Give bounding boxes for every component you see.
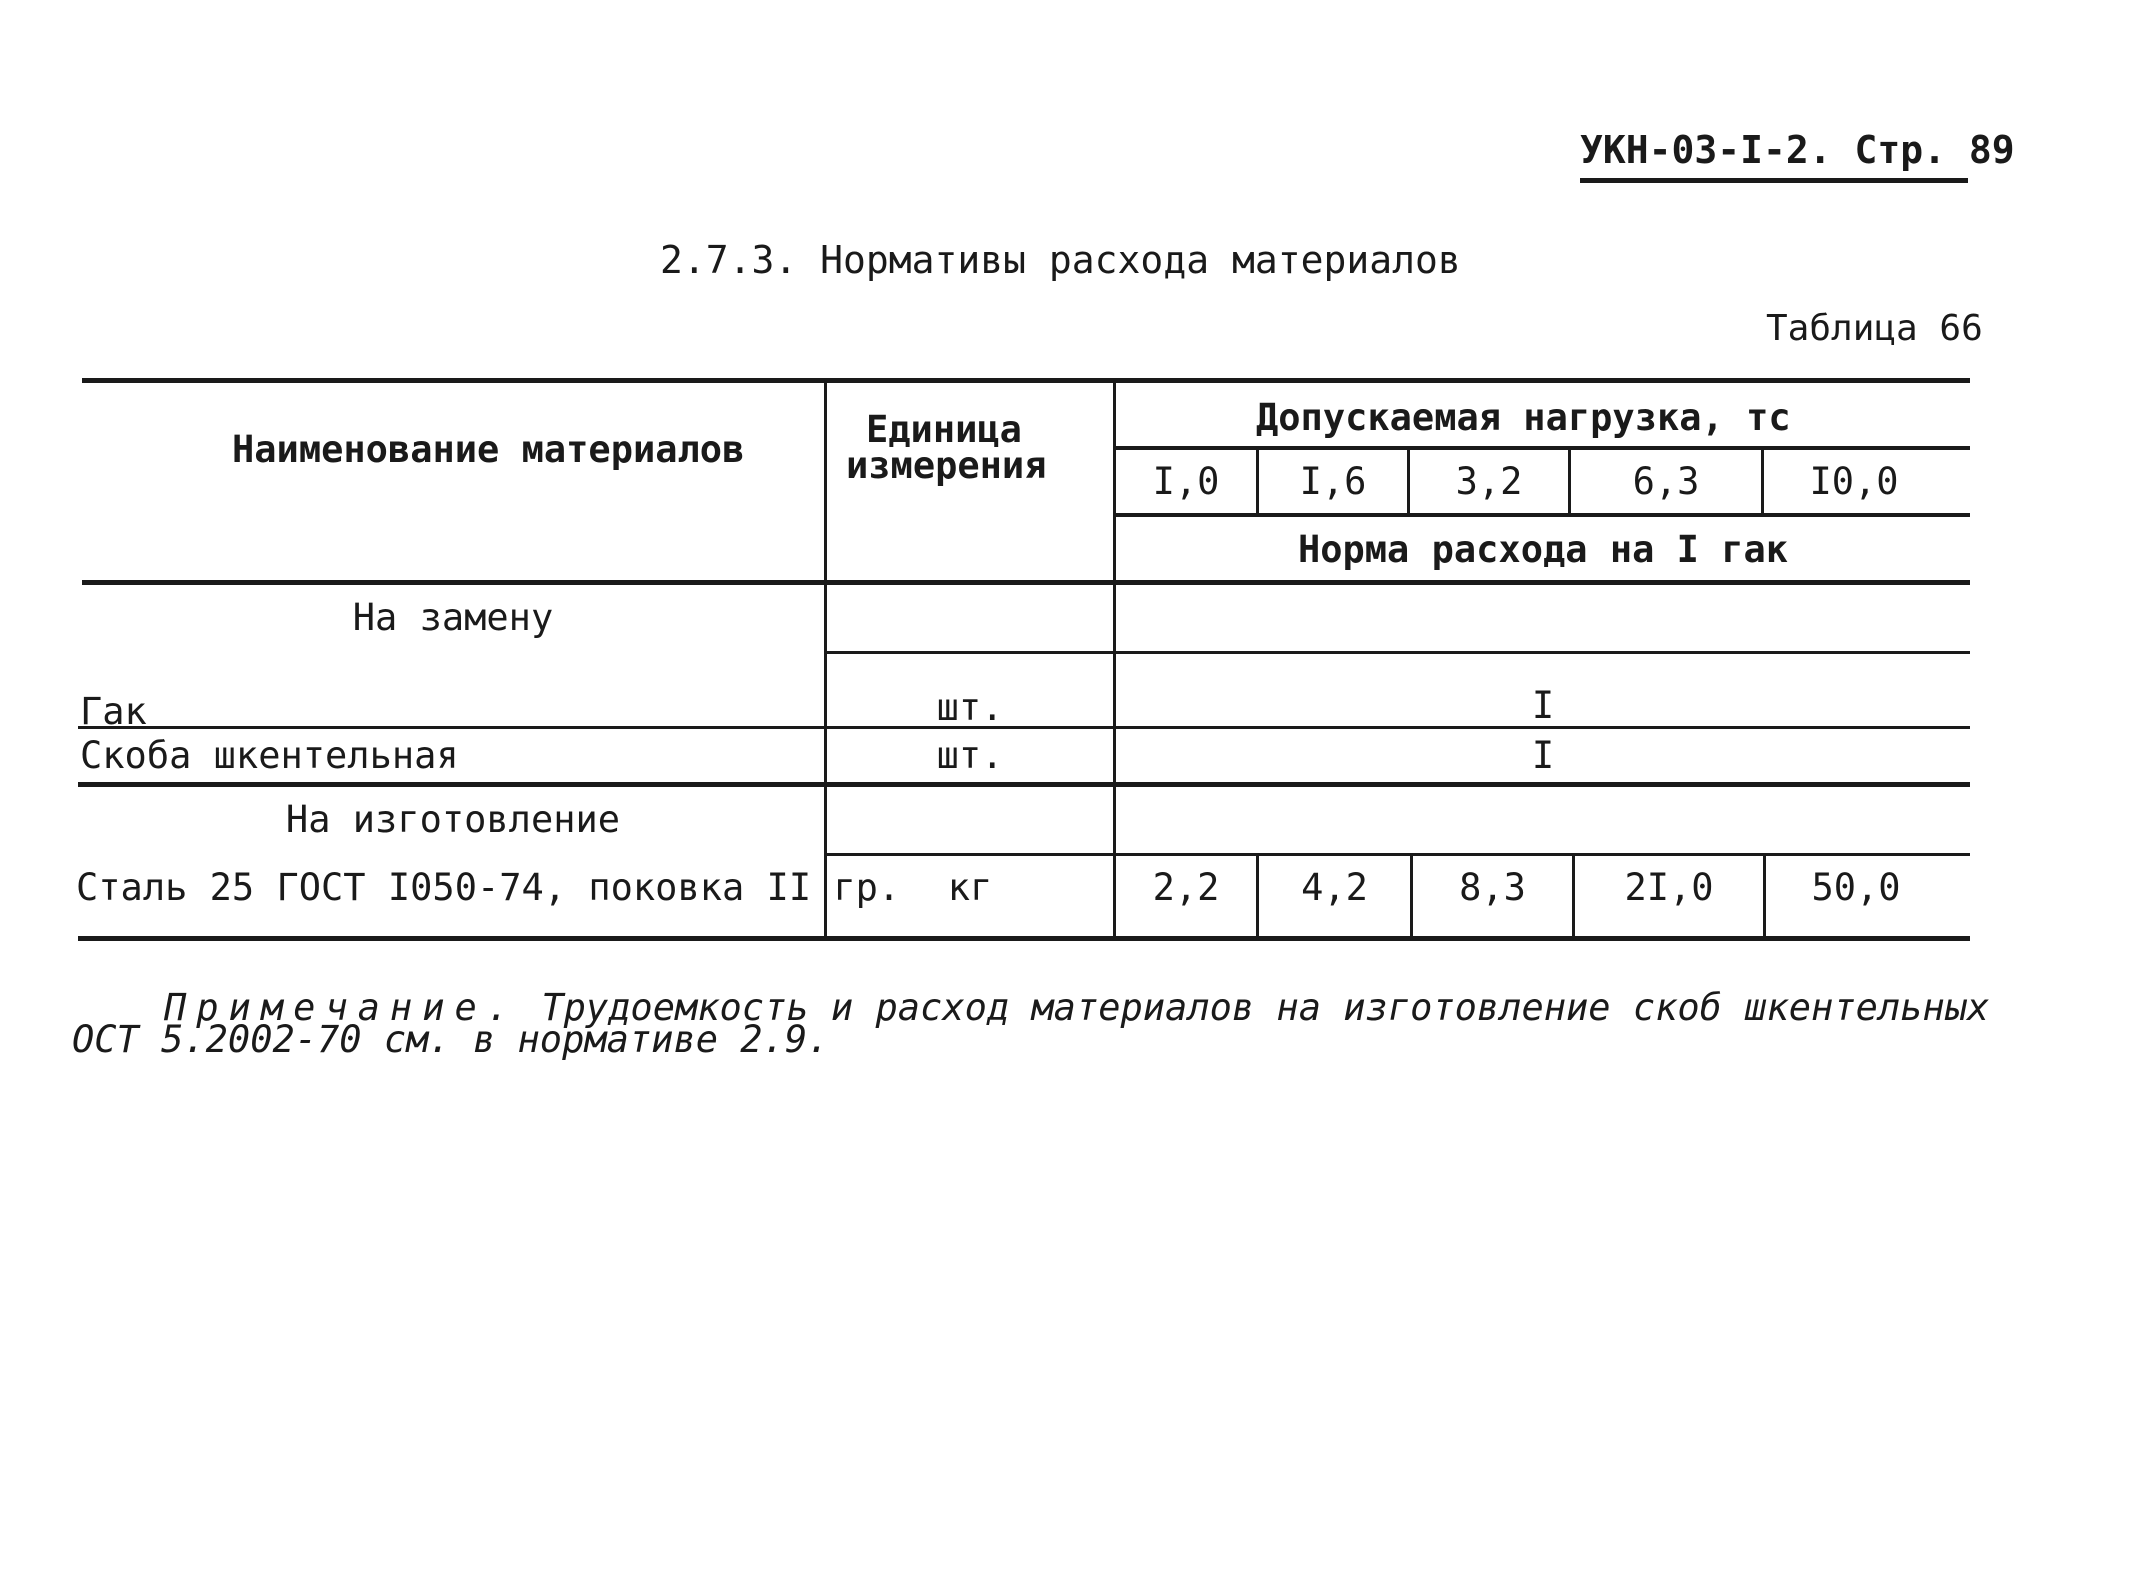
header-underline: [1580, 178, 1968, 183]
row-shackle-rule: [78, 782, 1970, 787]
col-divider-name-unit: [824, 378, 827, 938]
row-steel-value-4: 2I,0: [1624, 866, 1714, 909]
load-value-4: 6,3: [1632, 460, 1700, 503]
col-unit-header-line2: измерения: [846, 444, 1047, 487]
group-make-rule: [826, 853, 1970, 856]
norm-header: Норма расхода на I гак: [1297, 528, 1789, 571]
row-hook-name: Гак: [80, 690, 147, 733]
col-name-header: Наименование материалов: [232, 428, 745, 471]
table-bottom-rule: [78, 936, 1970, 941]
note-line-2: ОСТ 5.2002-70 см. в нормативе 2.9.: [72, 1018, 830, 1061]
row-steel-unit: кг: [947, 866, 993, 909]
load-value-3: 3,2: [1455, 460, 1523, 503]
load-header: Допускаемая нагрузка, тс: [1256, 396, 1791, 439]
group-replace-label: На замену: [352, 596, 554, 639]
note-text-1: Трудоемкость и расход материалов на изготовление скоб шкентельных: [519, 986, 1990, 1029]
row-shackle-name: Скоба шкентельная: [80, 734, 459, 777]
table-top-rule: [82, 378, 1970, 383]
group-make-label: На изготовление: [285, 798, 621, 841]
header-bottom-rule: [82, 580, 1970, 585]
load-header-rule: [1116, 446, 1970, 450]
row-steel-value-5: 50,0: [1811, 866, 1901, 909]
row-hook-unit: шт.: [936, 686, 1004, 729]
row-steel-name: Сталь 25 ГОСТ I050-74, поковка II гр.: [76, 866, 901, 909]
row-shackle-unit: шт.: [936, 734, 1004, 777]
note-label: Примечание.: [164, 986, 520, 1029]
load-value-5: I0,0: [1809, 460, 1899, 503]
load-value-1: I,0: [1152, 460, 1220, 503]
row-hook-value: I: [1531, 684, 1555, 727]
section-title: 2.7.3. Нормативы расхода материалов: [660, 238, 1461, 282]
load-value-2: I,6: [1299, 460, 1367, 503]
group-replace-rule: [826, 651, 1970, 654]
row-steel-value-1: 2,2: [1152, 866, 1220, 909]
row-steel-value-3: 8,3: [1459, 866, 1526, 909]
row-steel-value-2: 4,2: [1301, 866, 1368, 909]
document-reference: УКН-03-I-2. Стр. 89: [1580, 128, 2015, 172]
row-shackle-value: I: [1531, 734, 1555, 777]
table-number: Таблица 66: [1766, 308, 1983, 349]
col-unit-header-line1: Единица: [866, 408, 1022, 451]
loads-row-rule: [1116, 513, 1970, 517]
